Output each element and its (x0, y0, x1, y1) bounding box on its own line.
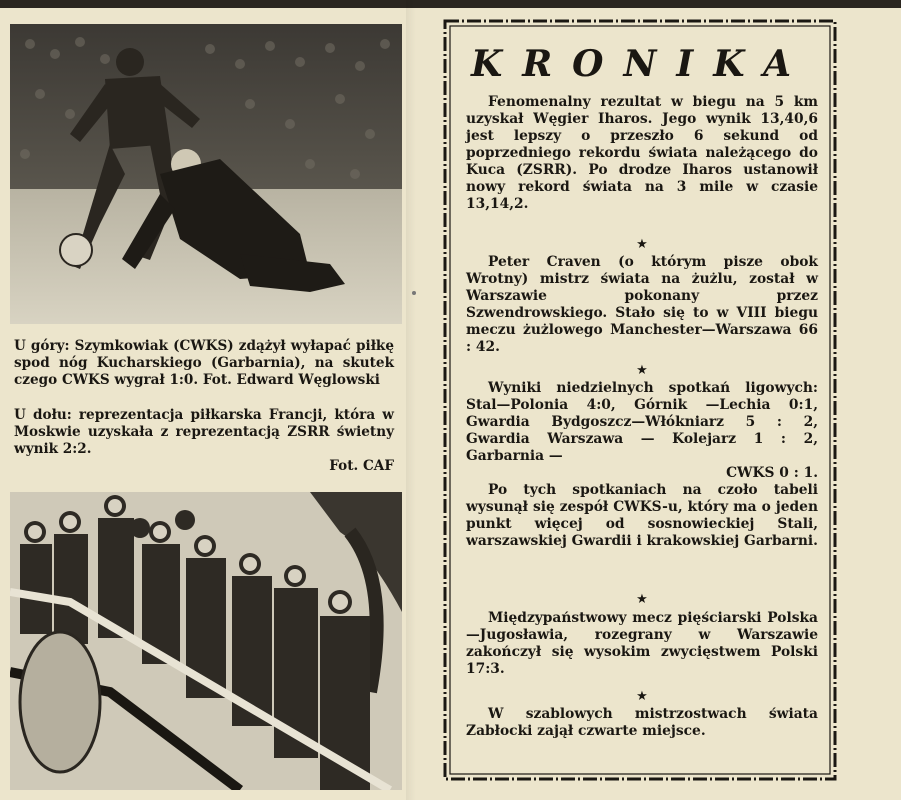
chronicle-item-iharos (466, 94, 818, 213)
star-separator: ★ (636, 237, 648, 252)
chronicle-item-fencing-text: W szablowych mistrzostwach świata Zabłocki zajął czwarte miejsce. (466, 706, 818, 739)
chronicle-item-league-text: Wyniki niedzielnych spotkań ligowych: Stal—Polonia 4:0, Górnik —Lechia 0:1, Gwardia Bydgoszcz—Włókniarz 5 : 2, Gwardia Warszawa — Kolejarz 1 : 2, Garbarnia — (466, 380, 818, 464)
chronicle-item-craven-text: Peter Craven (o którym pisze obok Wrotny) mistrz świata na żużlu, został w Warszawie pokonany przez Szwendrowskiego. Stało się to w VIII biegu meczu żużlowego Manchester—Warszawa 66 : 42. (466, 254, 818, 355)
bottom-caption-credit: Fot. CAF (329, 458, 394, 474)
star-separator: ★ (636, 592, 648, 607)
chronicle-item-boxing-text: Międzypaństwowy mecz pięściarski Polska—Jugosławia, rozegrany w Warszawie zakończył się wysokim zwycięstwem Polski 17:3. (466, 610, 818, 677)
chronicle-item-fencing (466, 706, 818, 740)
page-fold-shadow (406, 0, 416, 800)
top-rule (0, 0, 901, 8)
chronicle-item-iharos-text: Fenomenalny rezultat w biegu na 5 km uzyskał Węgier Iharos. Jego wynik 13,40,6 jest lepszy o przeszło 6 sekund od poprzedniego rekordu świata należącego do Kuca (ZSRR). Po drodze Iharos ustanowił nowy rekord świata na 3 mile w czasie 13,14,2. (466, 94, 818, 212)
top-photo-caption: U góry: Szymkowiak (CWKS) zdążył wyłapać piłkę spod nóg Kucharskiego (Garbarnia), na skutek czego CWKS wygrał 1:0. Fot. Edward Węglowski (14, 338, 394, 388)
star-separator: ★ (636, 689, 648, 704)
chronicle-item-table-text: Po tych spotkaniach na czoło tabeli wysunął się zespół CWKS-u, który ma o jeden punkt więcej od sosnowieckiej Stali, warszawskiej Gwardii i krakowskiej Garbarni. (466, 482, 818, 549)
team-photo (10, 492, 402, 790)
print-dot (412, 291, 416, 295)
football-photo (10, 24, 402, 324)
bottom-caption-text: U dołu: reprezentacja piłkarska Francji, która w Moskwie uzyskała z reprezentacją ZSRR świetny wynik 2:2. (14, 407, 394, 457)
star-separator: ★ (636, 363, 648, 378)
chronicle-item-boxing (466, 610, 818, 678)
chronicle-item-league-end: CWKS 0 : 1. (726, 465, 818, 481)
bottom-photo-caption (14, 407, 394, 475)
chronicle-item-craven (466, 254, 818, 356)
section-title: KRONIKA (470, 43, 812, 85)
chronicle-item-league (466, 380, 818, 550)
